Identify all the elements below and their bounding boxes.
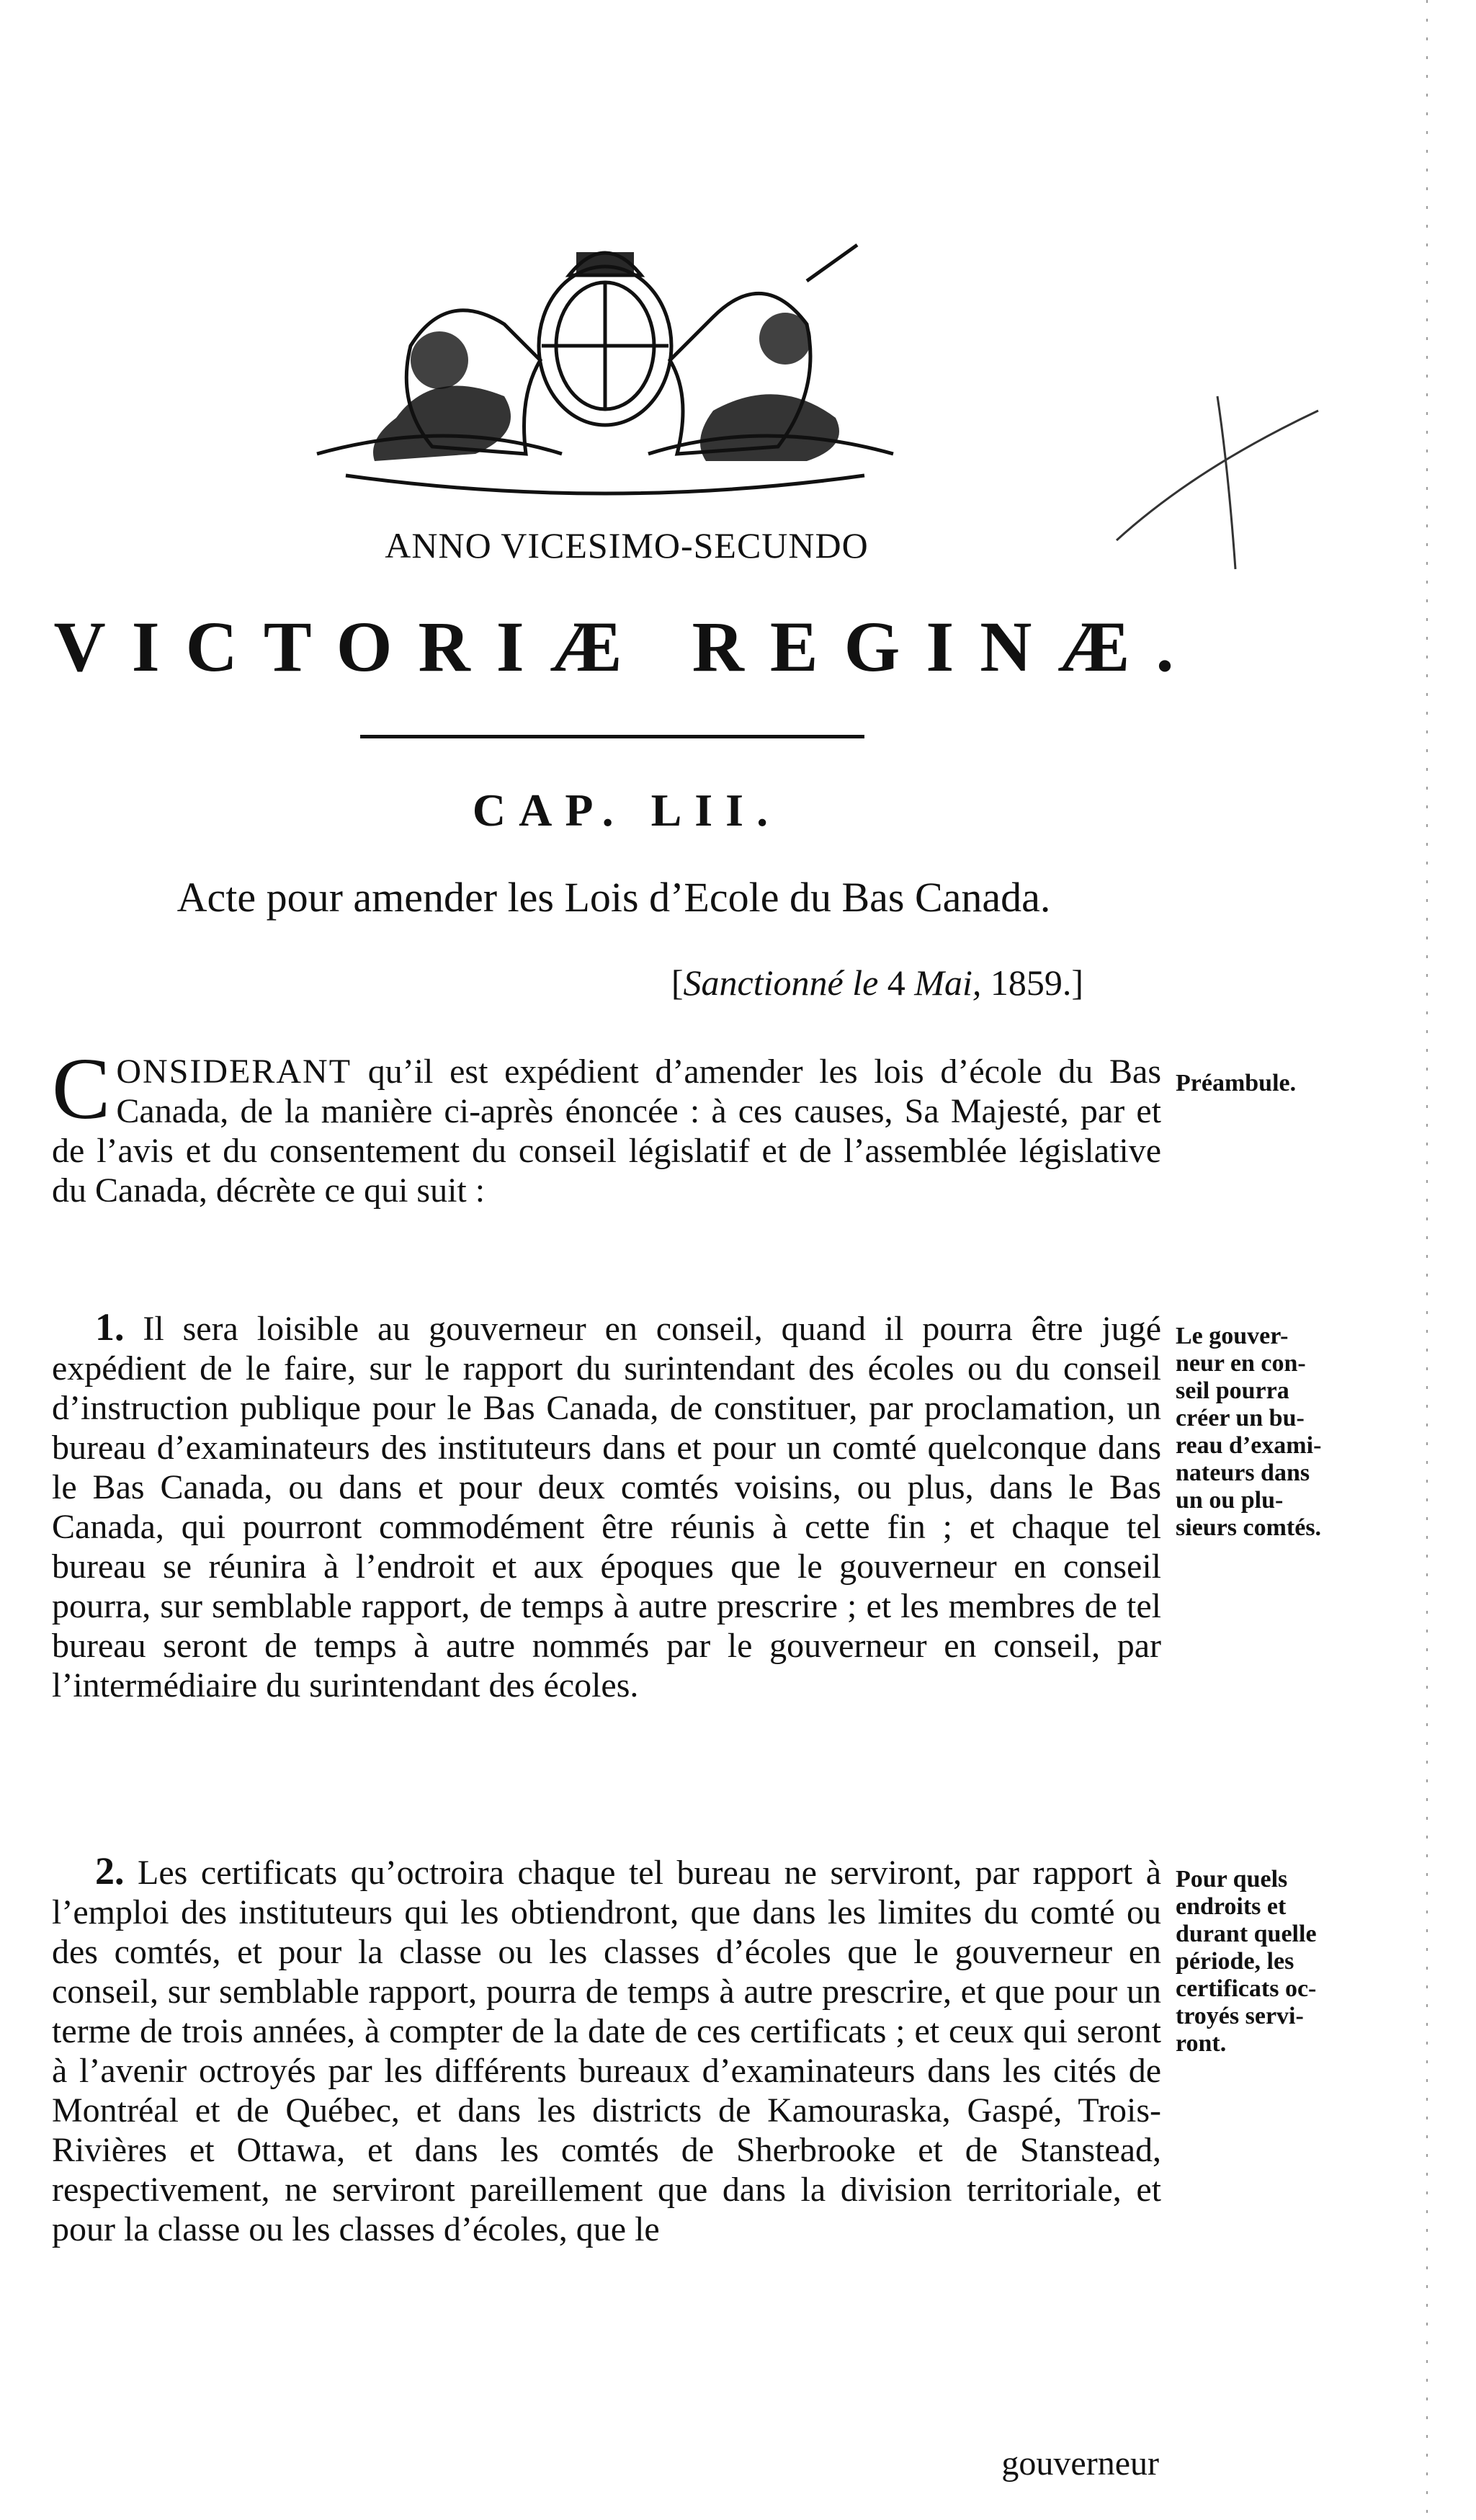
act-title: Acte pour amender les Lois d’Ecole du Bas Canada.: [176, 874, 1051, 921]
sanction-year: 1859.]: [990, 962, 1083, 1003]
preamble-paragraph: [52, 1040, 1161, 1210]
section-number: 1.: [95, 1305, 125, 1349]
margin-note-line: ront.: [1176, 2030, 1227, 2057]
margin-note-line: seil pourra: [1176, 1377, 1289, 1404]
catchword: gouverneur: [1001, 2444, 1159, 2483]
margin-note-line: nateurs dans: [1176, 1460, 1310, 1486]
heading-divider: [360, 735, 864, 738]
section-2-paragraph: [52, 1851, 1161, 2249]
margin-note-line: reau d’exami-: [1176, 1432, 1322, 1459]
sanction-month: Mai,: [914, 962, 982, 1003]
section-number: 2.: [95, 1849, 125, 1893]
victoria-reginae-heading: VICTORIÆ REGINÆ.: [53, 607, 1200, 687]
drop-cap: C: [52, 1040, 111, 1138]
margin-note-line: endroits et: [1176, 1893, 1287, 1920]
preamble-text: qu’il est expédient d’amender les lois d’école du Bas Canada, de la manière ci-après énoncée : à ces causes, Sa Majesté, par et de l’avis et du consentement du conseil législatif et de l’assemblée législative du Canada, décrète ce qui suit :: [52, 1053, 1161, 1210]
sanction-day: 4: [887, 962, 905, 1003]
margin-note-line: Le gouver-: [1176, 1323, 1289, 1349]
preamble-smallcaps: ONSIDERANT: [116, 1053, 352, 1091]
sanction-open-bracket: [: [671, 962, 684, 1003]
margin-note-line: un ou plu-: [1176, 1487, 1284, 1514]
section-text: Les certificats qu’octroira chaque tel bureau ne serviront, par rapport à l’emploi des instituteurs qui les obtiendront, que dans les limites du comté ou des comtés, et pour la classe ou les classes d’écoles que le gouverneur en conseil, sur semblable rapport, pourra de temps à autre prescrire, et que pour un terme de trois années, à compter de la date de ces certificats ; et ceux qui seront à l’avenir octroyés par les différents bureaux d’examinateurs dans les cités de Montréal et de Québec, et dans les districts de Kamouraska, Gaspé, Trois-Rivières et Ottawa, et dans les comtés de Sherbrooke et de Stanstead, respectivement, ne serviront pareillement que dans la division territoriale, et pour la classe ou les classes d’écoles, que le: [52, 1854, 1161, 2248]
margin-note-line: durant quelle: [1176, 1921, 1317, 1947]
margin-note-line: sieurs comtés.: [1176, 1514, 1322, 1541]
section-text: Il sera loisible au gouverneur en conseil, quand il pourra être jugé expédient de le faire, sur le rapport du surintendant des écoles ou du conseil d’instruction publique pour le Bas Canada, de constituer, par proclamation, un bureau d’examinateurs des instituteurs dans et pour un comté quelconque dans le Bas Canada, ou dans et pour deux comtés voisins, ou plus, dans le Bas Canada, qui pourront commodément être réunis à cette fin ; et chaque tel bureau se réunira à l’endroit et aux époques que le gouverneur en conseil pourra, sur semblable rapport, de temps à autre prescrire ; et les membres de tel bureau seront de temps à autre nommés par le gouverneur en conseil, par l’intermédiaire du surintendant des écoles.: [52, 1310, 1161, 1704]
margin-note-line: neur en con-: [1176, 1350, 1306, 1377]
chapter-heading: CAP. LII.: [472, 785, 782, 836]
margin-note-section-2: [1176, 1866, 1377, 2057]
margin-note-line: troyés servi-: [1176, 2003, 1304, 2029]
margin-note-line: Préambule.: [1176, 1070, 1297, 1096]
sanction-date: [671, 962, 1083, 1004]
sanction-label: Sanctionné le: [683, 962, 879, 1003]
page-edge-dots: [1425, 0, 1429, 2520]
margin-note-line: Pour quels: [1176, 1866, 1288, 1893]
anno-heading: ANNO VICESIMO-SECUNDO: [385, 525, 869, 566]
margin-note-line: certificats oc-: [1176, 1975, 1317, 2002]
margin-note-line: créer un bu-: [1176, 1405, 1305, 1431]
margin-note-line: période, les: [1176, 1948, 1294, 1975]
section-1-paragraph: [52, 1305, 1161, 1705]
margin-note-preamble: [1176, 1070, 1377, 1097]
royal-coat-of-arms-icon: [288, 238, 922, 504]
margin-note-section-1: [1176, 1323, 1377, 1542]
